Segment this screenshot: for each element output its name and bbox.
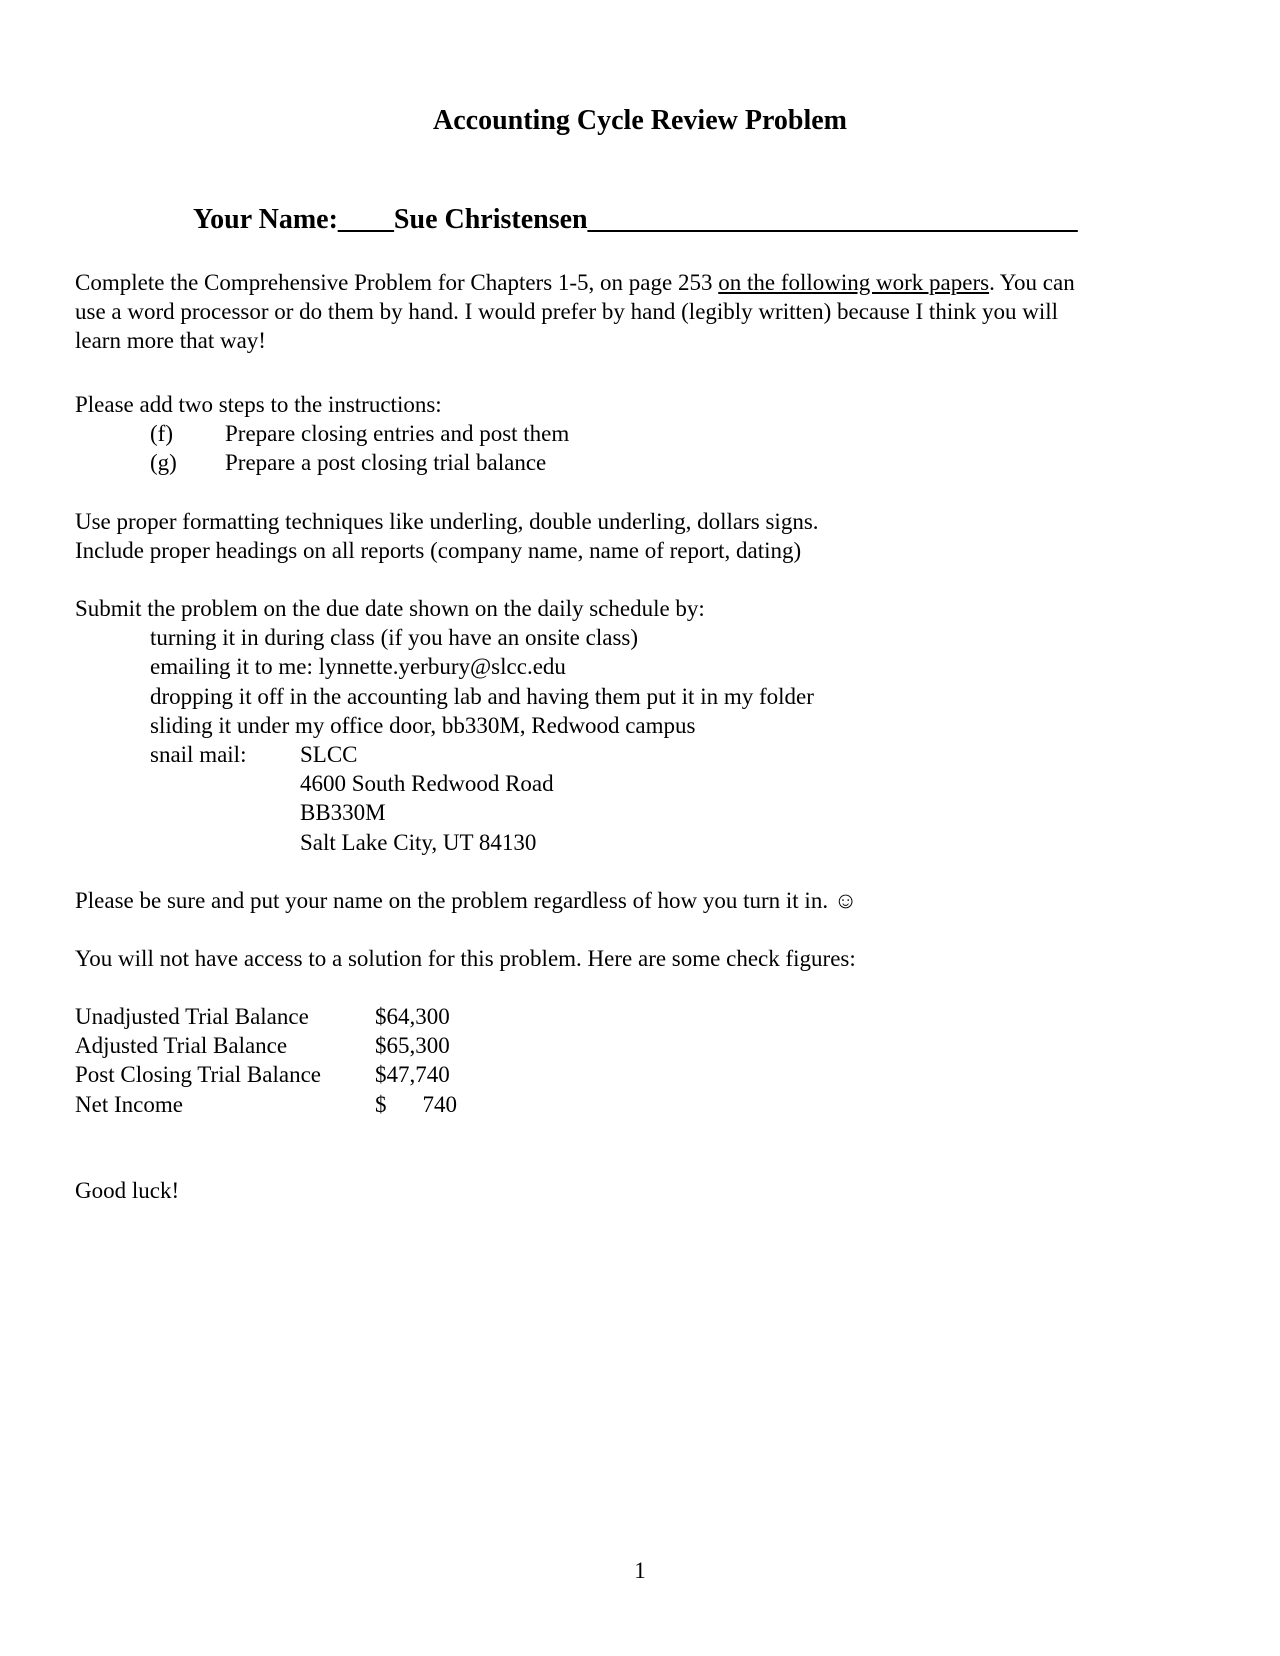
steps-intro: Please add two steps to the instructions: bbox=[75, 392, 442, 417]
intro-paragraph bbox=[75, 268, 1075, 356]
address-line: Salt Lake City, UT 84130 bbox=[300, 829, 537, 855]
name-value: Sue Christensen bbox=[393, 204, 588, 235]
step-letter: (g) bbox=[150, 450, 177, 476]
address-row bbox=[75, 798, 814, 827]
formatting-section bbox=[75, 507, 819, 565]
check-intro: You will not have access to a solution for this problem. Here are some check figures: bbox=[75, 946, 856, 971]
check-figure-amount: 47,740 bbox=[386, 1062, 450, 1088]
submit-section bbox=[75, 594, 814, 857]
formatting-line-1: Use proper formatting techniques like underling, double underling, dollars signs. bbox=[75, 509, 819, 534]
check-figures-table bbox=[75, 1002, 457, 1119]
closing-text: Good luck! bbox=[75, 1178, 180, 1203]
check-figure-row bbox=[75, 1060, 457, 1089]
step-text: Prepare closing entries and post them bbox=[225, 421, 570, 447]
page-number: 1 bbox=[634, 1558, 646, 1583]
check-figure-label: Adjusted Trial Balance bbox=[75, 1033, 288, 1059]
submit-method-email: emailing it to me: lynnette.yerbury@slcc.edu bbox=[150, 654, 566, 680]
address-row bbox=[75, 828, 814, 857]
formatting-line-2: Include proper headings on all reports (company name, name of report, dating) bbox=[75, 538, 802, 564]
name-post-underscores: ___________________________________ bbox=[587, 204, 1078, 235]
check-figure-amount: 740 bbox=[422, 1091, 457, 1117]
check-figure-dollar: $ bbox=[375, 1062, 387, 1088]
submit-method: turning it in during class (if you have an onsite class) bbox=[150, 625, 639, 651]
intro-line-3: learn more that way! bbox=[75, 328, 266, 354]
step-item bbox=[75, 448, 569, 477]
submit-method: sliding it under my office door, bb330M, Redwood campus bbox=[150, 712, 696, 738]
check-figure-row bbox=[75, 1002, 457, 1031]
name-pre-underscores: ____ bbox=[337, 204, 394, 235]
submit-intro: Submit the problem on the due date shown on the daily schedule by: bbox=[75, 596, 705, 621]
address-line: 4600 South Redwood Road bbox=[300, 771, 554, 797]
check-figure-dollar: $ bbox=[375, 1033, 387, 1059]
check-figure-row bbox=[75, 1031, 457, 1060]
check-figure-amount: 65,300 bbox=[386, 1033, 450, 1059]
address-row bbox=[75, 769, 814, 798]
address-line: SLCC bbox=[300, 741, 358, 767]
submit-method: dropping it off in the accounting lab and having them put it in my folder bbox=[150, 683, 814, 709]
intro-line-1 bbox=[75, 268, 1075, 297]
check-figure-amount: 64,300 bbox=[386, 1004, 450, 1029]
check-figure-label: Net Income bbox=[75, 1091, 183, 1117]
check-figure-label: Unadjusted Trial Balance bbox=[75, 1004, 309, 1029]
check-figure-label: Post Closing Trial Balance bbox=[75, 1062, 321, 1088]
name-label: Your Name: bbox=[193, 204, 338, 235]
address-line: BB330M bbox=[300, 800, 386, 826]
intro-text-part2: . You can bbox=[989, 270, 1075, 295]
check-figure-dollar: $ bbox=[375, 1004, 387, 1029]
steps-section bbox=[75, 390, 569, 478]
intro-text-part1: Complete the Comprehensive Problem for Chapters 1-5, on page 253 bbox=[75, 270, 719, 295]
step-text: Prepare a post closing trial balance bbox=[225, 450, 547, 476]
intro-line-2: use a word processor or do them by hand. I would prefer by hand (legibly written) because I think you will bbox=[75, 299, 1058, 325]
check-figure-dollar: $ bbox=[375, 1091, 387, 1117]
snail-mail-row bbox=[75, 740, 814, 769]
document-title: Accounting Cycle Review Problem bbox=[433, 105, 847, 136]
step-item bbox=[75, 419, 569, 448]
name-line bbox=[193, 203, 1078, 237]
reminder-text: Please be sure and put your name on the problem regardless of how you turn it in. ☺ bbox=[75, 888, 858, 913]
check-figure-row bbox=[75, 1090, 457, 1119]
step-letter: (f) bbox=[150, 421, 173, 447]
snail-mail-label: snail mail: bbox=[150, 741, 247, 767]
work-papers-link[interactable]: on the following work papers bbox=[718, 270, 990, 295]
